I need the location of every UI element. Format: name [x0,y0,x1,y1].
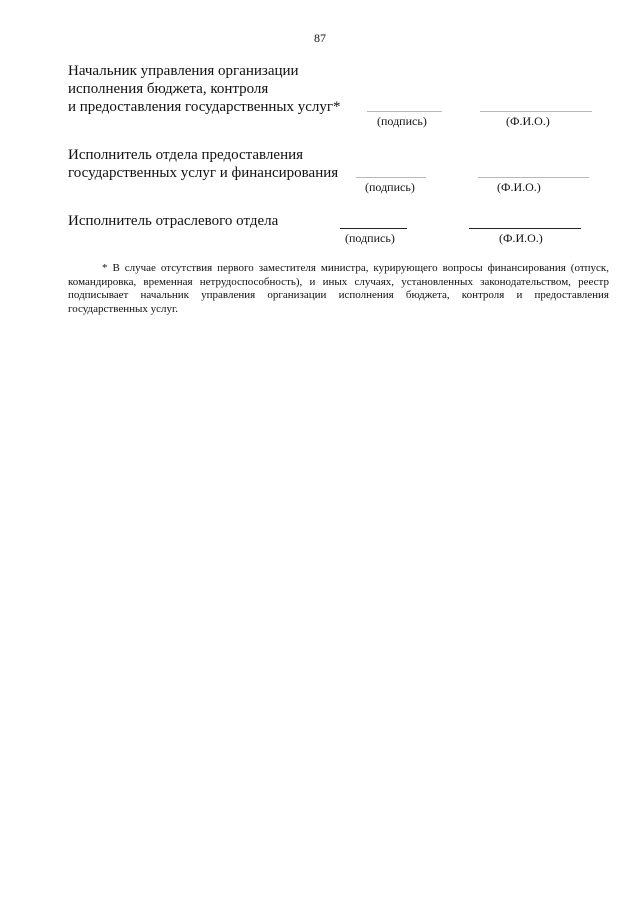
position-title-line: Начальник управления организации [68,63,299,79]
signature-line [340,228,407,229]
signature-caption: (подпись) [377,114,427,128]
position-title-line: Исполнитель отдела предоставления [68,147,304,163]
name-line [478,177,589,178]
signature-block-head-of-department [68,62,341,116]
signature-block-services-executor [68,146,338,182]
name-caption: (Ф.И.О.) [497,180,541,194]
name-caption: (Ф.И.О.) [506,114,550,128]
position-title [68,62,341,116]
position-title-line: государственных услуг и финансирования [68,165,339,181]
name-caption: (Ф.И.О.) [499,231,543,245]
name-line [480,111,592,112]
signature-caption: (подпись) [345,231,395,245]
position-title [68,212,278,230]
position-title [68,146,338,182]
name-line [469,228,581,229]
signature-caption: (подпись) [365,180,415,194]
position-title-line: и предоставления государственных услуг* [68,99,341,115]
signature-line [356,177,426,178]
signature-line [367,111,442,112]
footnote: * В случае отсутствия первого заместителя министра, курирующего вопросы финансирования (отпуск, командировка, временная нетрудоспособность), и иных случаях, установленных законодательством, реестр подписывает начальник управления организации исполнения бюджета, контроля и предоставления государственных услуг. [68,262,609,316]
position-title-line: исполнения бюджета, контроля [68,81,269,97]
signature-block-sector-executor [68,212,278,230]
page-number: 87 [314,31,326,45]
position-title-line: Исполнитель отраслевого отдела [68,213,279,229]
